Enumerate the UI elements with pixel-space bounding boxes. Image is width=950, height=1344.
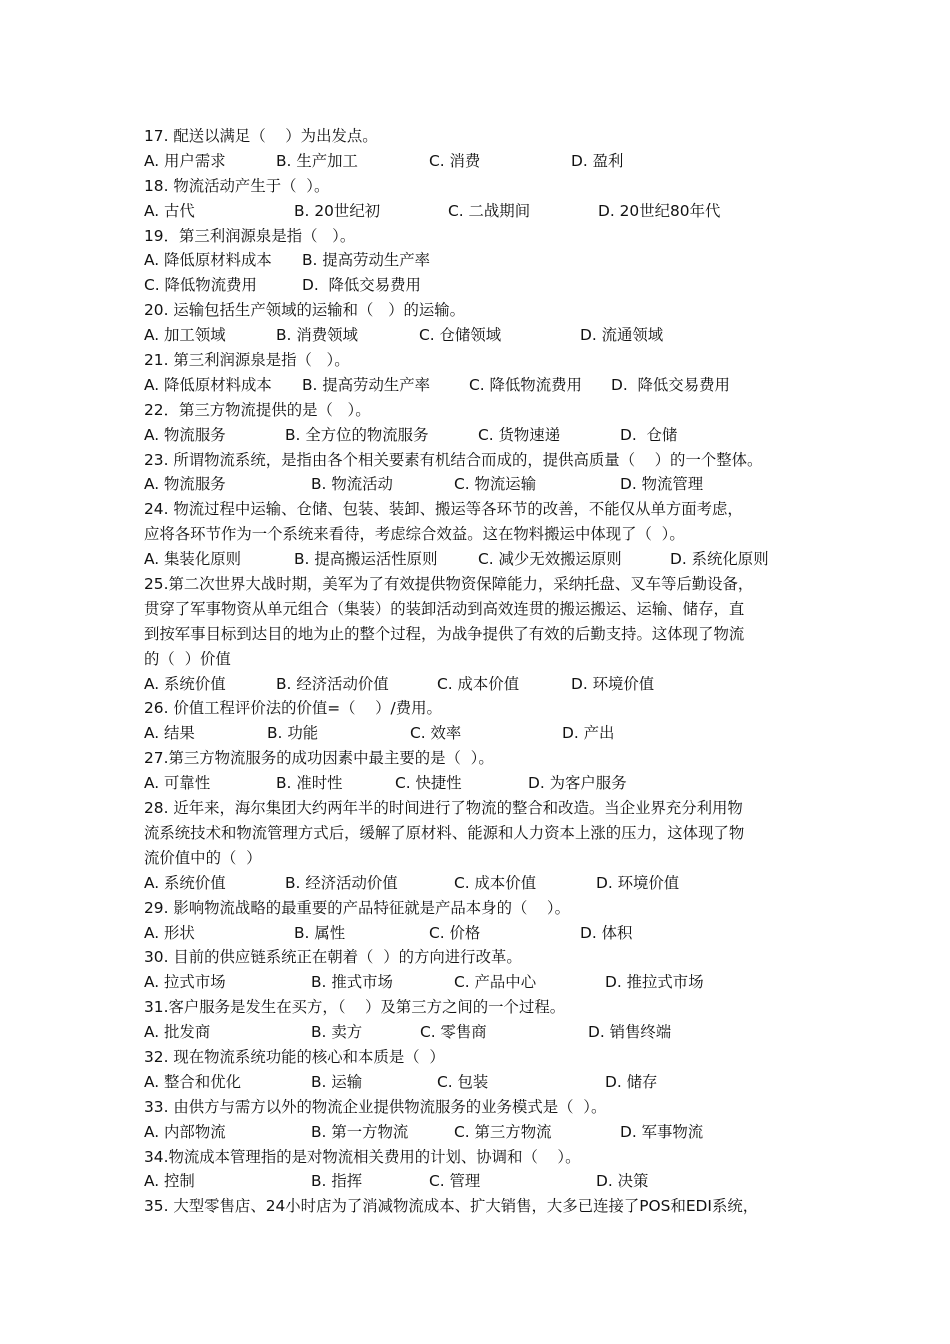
answer-options: [144, 871, 824, 896]
answer-option: D. 体积: [580, 923, 633, 942]
answer-option: C. 成本价值: [454, 873, 537, 892]
answer-options: [144, 472, 824, 497]
answer-options: [144, 248, 824, 273]
answer-option: C. 二战期间: [448, 201, 531, 220]
answer-option: D. 降低交易费用: [611, 375, 730, 394]
answer-option: D. 推拉式市场: [605, 973, 704, 992]
answer-option: C. 减少无效搬运原则: [478, 550, 622, 569]
question-text: 流系统技术和物流管理方式后，缓解了原材料、能源和人力资本上涨的压力，这体现了物: [144, 823, 745, 842]
question-text: 贯穿了军事物资从单元组合（集装）的装卸活动到高效连贯的搬运搬运、运输、储存，直: [144, 599, 745, 618]
answer-option: B. 属性: [294, 923, 346, 942]
question-text: 23. 所谓物流系统，是指由各个相关要素有机结合而成的，提供高质量（ ）的一个整体。: [144, 450, 763, 469]
answer-option: A. 拉式市场: [144, 973, 226, 992]
answer-options: [144, 199, 824, 224]
answer-option: D. 系统化原则: [670, 550, 769, 569]
answer-option: A. 批发商: [144, 1023, 211, 1042]
answer-option: A. 形状: [144, 923, 195, 942]
answer-option: D. 产出: [562, 724, 615, 743]
answer-option: A. 物流服务: [144, 475, 226, 494]
answer-option: B. 经济活动价值: [276, 674, 389, 693]
answer-option: D. 军事物流: [620, 1122, 704, 1141]
answer-option: D. 盈利: [571, 151, 624, 170]
answer-option: D. 决策: [596, 1172, 649, 1191]
question-text: 的（ ）价值: [144, 649, 231, 668]
answer-options: [144, 1169, 824, 1194]
answer-option: A. 内部物流: [144, 1122, 226, 1141]
answer-options: [144, 921, 824, 946]
answer-option: B. 推式市场: [311, 973, 393, 992]
question-text: 32. 现在物流系统功能的核心和本质是（ ）: [144, 1047, 445, 1066]
answer-option: C. 成本价值: [437, 674, 520, 693]
answer-option: C. 降低物流费用: [144, 276, 257, 295]
answer-options: [144, 1120, 824, 1145]
answer-option: B. 卖方: [311, 1023, 363, 1042]
answer-options: [144, 149, 824, 174]
answer-option: A. 结果: [144, 724, 195, 743]
answer-option: C. 快捷性: [395, 774, 462, 793]
question-text: 21. 第三利润源泉是指（ ）。: [144, 351, 350, 370]
answer-option: A. 可靠性: [144, 774, 211, 793]
answer-option: C. 降低物流费用: [469, 375, 582, 394]
answer-option: D. 环境价值: [596, 873, 680, 892]
answer-option: B. 提高劳动生产率: [302, 251, 431, 270]
answer-option: B. 经济活动价值: [285, 873, 398, 892]
answer-option: C. 效率: [410, 724, 462, 743]
question-text: 24. 物流过程中运输、仓储、包装、装卸、搬运等各环节的改善，不能仅从单方面考虑，: [144, 500, 743, 519]
question-text: 31.客户服务是发生在买方，（ ）及第三方之间的一个过程。: [144, 998, 566, 1017]
question-text: 18. 物流活动产生于（ ）。: [144, 176, 330, 195]
question-text: 22．第三方物流提供的是（ ）。: [144, 400, 371, 419]
answer-option: A. 系统价值: [144, 873, 226, 892]
answer-option: A. 控制: [144, 1172, 195, 1191]
answer-option: C. 零售商: [420, 1023, 487, 1042]
question-text: 29. 影响物流战略的最重要的产品特征就是产品本身的（ ）。: [144, 898, 571, 917]
answer-option: D. 物流管理: [620, 475, 704, 494]
answer-option: B. 提高搬运活性原则: [294, 550, 438, 569]
question-text: 19．第三利润源泉是指（ ）。: [144, 226, 356, 245]
answer-option: A. 降低原材料成本: [144, 251, 272, 270]
answer-option: A. 整合和优化: [144, 1072, 241, 1091]
answer-option: D. 销售终端: [588, 1023, 672, 1042]
answer-option: C. 货物速递: [478, 425, 561, 444]
answer-option: C. 仓储领域: [419, 326, 502, 345]
answer-option: A. 古代: [144, 201, 195, 220]
answer-options: [144, 672, 824, 697]
answer-option: A. 集装化原则: [144, 550, 241, 569]
answer-options: [144, 1070, 824, 1095]
question-text: 27.第三方物流服务的成功因素中最主要的是（ ）。: [144, 749, 494, 768]
question-text: 26. 价值工程评价法的价值=（ ）/费用。: [144, 699, 442, 718]
answer-option: B. 指挥: [311, 1172, 363, 1191]
question-text: 35. 大型零售店、24小时店为了消减物流成本、扩大销售，大多已连接了POS和EDI系统，: [144, 1197, 759, 1216]
answer-option: D. 为客户服务: [528, 774, 627, 793]
question-text: 30. 目前的供应链系统正在朝着（ ）的方向进行改革。: [144, 948, 522, 967]
answer-option: C. 包装: [437, 1072, 489, 1091]
answer-options: [144, 547, 824, 572]
answer-option: D. 仓储: [620, 425, 678, 444]
answer-option: B. 准时性: [276, 774, 343, 793]
answer-option: C. 第三方物流: [454, 1122, 552, 1141]
answer-option: C. 消费: [429, 151, 481, 170]
answer-option: B. 运输: [311, 1072, 363, 1091]
answer-option: B. 20世纪初: [294, 201, 381, 220]
answer-option: B. 消费领域: [276, 326, 358, 345]
answer-option: A. 降低原材料成本: [144, 375, 272, 394]
answer-option: B. 生产加工: [276, 151, 358, 170]
answer-option: D. 20世纪80年代: [598, 201, 721, 220]
answer-options: [144, 721, 824, 746]
question-text: 25.第二次世界大战时期，美军为了有效提供物资保障能力，采纳托盘、叉车等后勤设备，: [144, 575, 754, 594]
answer-options: [144, 373, 824, 398]
question-list: [144, 124, 824, 1219]
question-text: 流价值中的（ ）: [144, 848, 262, 867]
question-text: 到按军事目标到达目的地为止的整个过程，为战争提供了有效的后勤支持。这体现了物流: [144, 624, 745, 643]
answer-options: [144, 273, 824, 298]
answer-options: [144, 771, 824, 796]
question-text: 应将各环节作为一个系统来看待，考虑综合效益。这在物料搬运中体现了（ ）。: [144, 525, 685, 544]
answer-options: [144, 970, 824, 995]
answer-option: D. 降低交易费用: [302, 276, 421, 295]
answer-option: A. 物流服务: [144, 425, 226, 444]
question-text: 34.物流成本管理指的是对物流相关费用的计划、协调和（ ）。: [144, 1147, 581, 1166]
answer-option: C. 产品中心: [454, 973, 537, 992]
question-text: 20. 运输包括生产领域的运输和（ ）的运输。: [144, 301, 466, 320]
question-text: 28. 近年来，海尔集团大约两年半的时间进行了物流的整合和改造。当企业界充分利用物: [144, 799, 743, 818]
answer-option: A. 加工领域: [144, 326, 226, 345]
answer-options: [144, 423, 824, 448]
question-text: 33. 由供方与需方以外的物流企业提供物流服务的业务模式是（ ）。: [144, 1097, 607, 1116]
answer-option: C. 价格: [429, 923, 481, 942]
answer-option: C. 物流运输: [454, 475, 537, 494]
answer-option: B. 物流活动: [311, 475, 393, 494]
answer-option: D. 环境价值: [571, 674, 655, 693]
answer-options: [144, 323, 824, 348]
answer-option: B. 第一方物流: [311, 1122, 409, 1141]
answer-option: D. 流通领域: [580, 326, 664, 345]
answer-option: B. 功能: [267, 724, 319, 743]
answer-option: A. 系统价值: [144, 674, 226, 693]
answer-options: [144, 1020, 824, 1045]
answer-option: D. 储存: [605, 1072, 658, 1091]
question-text: 17. 配送以满足（ ）为出发点。: [144, 127, 378, 145]
answer-option: C. 管理: [429, 1172, 481, 1191]
answer-option: B. 全方位的物流服务: [285, 425, 429, 444]
answer-option: A. 用户需求: [144, 151, 226, 170]
answer-option: B. 提高劳动生产率: [302, 375, 431, 394]
